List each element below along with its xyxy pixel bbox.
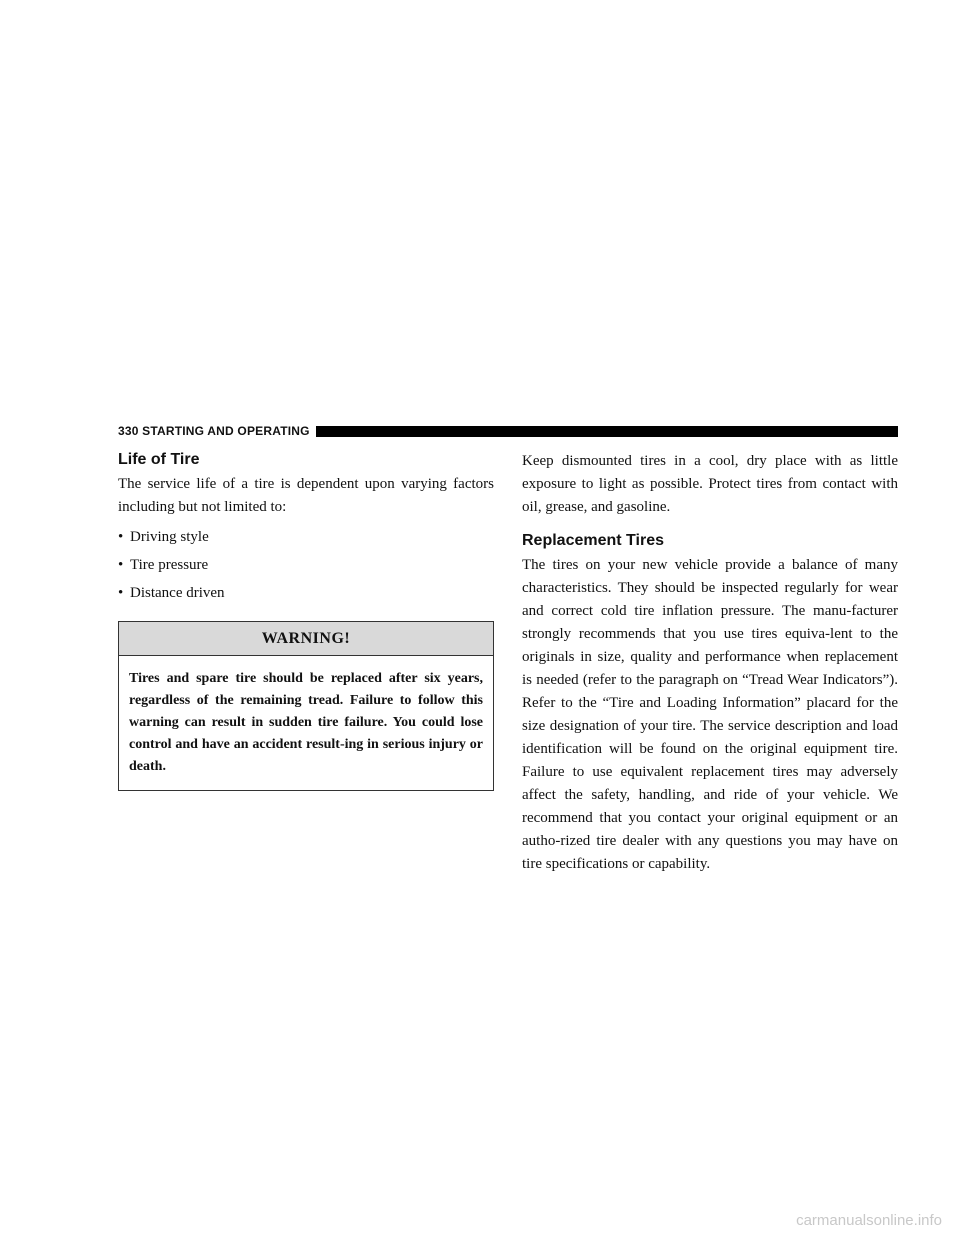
right-column bbox=[522, 450, 898, 876]
bullet-icon: • bbox=[118, 529, 124, 545]
header-rule bbox=[316, 426, 898, 437]
list-item-text: Tire pressure bbox=[130, 557, 209, 573]
list-item bbox=[118, 555, 494, 575]
replacement-tires-heading: Replacement Tires bbox=[522, 532, 664, 549]
list-item-text: Distance driven bbox=[130, 585, 225, 601]
left-column bbox=[118, 450, 494, 791]
life-of-tire-heading: Life of Tire bbox=[118, 451, 200, 468]
replacement-tires-paragraph: The tires on your new vehicle provide a balance of many characteristics. They should be inspected regularly for wear and correct cold tire inflation pressure. The manu-facturer strongly recommends that you use tires equiva-lent to the originals in size, quality and performance when replacement is needed (refer to the paragraph on “Tread Wear Indicators”). Refer to the “Tire and Loading Information” placard for the size designation of your tire. The service description and load identification will be found on the original equipment tire. Failure to use equivalent replacement tires may adversely affect the safety, handling, and ride of your vehicle. We recommend that you contact your original equipment or an autho-rized tire dealer with any questions you may have on tire specifications or capability. bbox=[522, 557, 898, 872]
list-item bbox=[118, 527, 494, 547]
warning-box bbox=[118, 621, 494, 791]
page-header bbox=[118, 424, 898, 438]
life-of-tire-intro: The service life of a tire is dependent upon varying factors including but not limited to: bbox=[118, 476, 494, 515]
warning-body: Tires and spare tire should be replaced after six years, regardless of the remaining tread. Failure to follow this warning can result in sudden tire failure. You could lose control and have an accident result-ing in serious injury or death. bbox=[129, 671, 483, 774]
warning-title: WARNING! bbox=[119, 622, 493, 656]
section-title: STARTING AND OPERATING bbox=[142, 424, 310, 438]
storage-paragraph: Keep dismounted tires in a cool, dry place with as little exposure to light as possible. Protect tires from contact with oil, grease, and gasoline. bbox=[522, 453, 898, 515]
list-item bbox=[118, 583, 494, 603]
bullet-icon: • bbox=[118, 557, 124, 573]
page-header-text bbox=[118, 424, 316, 438]
page-number: 330 bbox=[118, 424, 139, 438]
bullet-icon: • bbox=[118, 585, 124, 601]
watermark: carmanualsonline.info bbox=[796, 1212, 942, 1229]
factor-list bbox=[118, 527, 494, 603]
list-item-text: Driving style bbox=[130, 529, 209, 545]
